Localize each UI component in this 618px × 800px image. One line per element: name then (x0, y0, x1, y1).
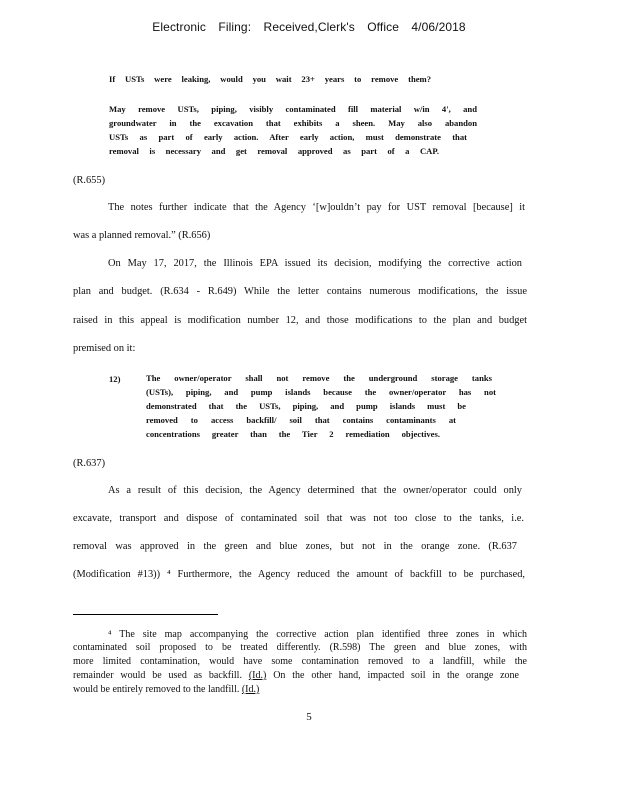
filing-header: Electronic Filing: Received,Clerk's Office 4/06/2018 (152, 20, 466, 34)
body-line: excavate, transport and dispose of contaminated soil that was not too close to the tanks, i.e. (73, 513, 524, 524)
body-line: was a planned removal.” (R.656) (73, 230, 211, 241)
record-citation: (R.655) (73, 175, 106, 186)
id-citation: (Id.) (241, 684, 260, 695)
footnote-line: ⁴ The site map accompanying the corrective action plan identified three zones in which (108, 629, 527, 640)
footnote-divider (73, 614, 218, 615)
page-number: 5 (306, 711, 312, 723)
body-line: plan and budget. (R.634 - R.649) While the letter contains numerous modifications, the issue (73, 286, 527, 297)
body-line: (Modification #13)) ⁴ Furthermore, the Agency reduced the amount of backfill to be purchased, (73, 569, 525, 580)
quote-line: May remove USTs, piping, visibly contaminated fill material w/in 4', and (109, 104, 477, 114)
quote-line: USTs as part of early action. After early action, must demonstrate that (109, 132, 467, 142)
footnote-line: more limited contamination, would have some contamination removed to a landfill, while the (73, 656, 527, 667)
footnote-line: contaminated soil proposed to be treated differently. (R.598) The green and blue zones, with (73, 642, 527, 653)
body-line: On May 17, 2017, the Illinois EPA issued its decision, modifying the corrective action (108, 258, 522, 269)
modification-number: 12) (109, 374, 121, 384)
body-line: premised on it: (73, 343, 136, 354)
body-line: raised in this appeal is modification number 12, and those modifications to the plan and budget (73, 315, 527, 326)
body-line: The notes further indicate that the Agency ‘[w]ouldn’t pay for UST removal [because] it (108, 202, 525, 213)
footnote-text: On the other hand, impacted soil in the orange zone (273, 670, 519, 681)
body-line: removal was approved in the green and blue zones, but not in the orange zone. (R.637 (73, 541, 517, 552)
quote-line: concentrations greater than the Tier 2 remediation objectives. (146, 429, 440, 439)
quote-line: (USTs), piping, and pump islands because the owner/operator has not (146, 387, 496, 397)
record-citation: (R.637) (73, 458, 106, 469)
quote-line: demonstrated that the USTs, piping, and pump islands must be (146, 401, 466, 411)
footnote-line (73, 685, 303, 695)
quote-line: groundwater in the excavation that exhibits a sheen. May also abandon (109, 118, 477, 128)
id-citation: (Id.) (248, 670, 267, 681)
body-line: As a result of this decision, the Agency determined that the owner/operator could only (108, 485, 522, 496)
footnote-line (73, 671, 519, 681)
quote-line: removal is necessary and get removal approved as part of a CAP. (109, 146, 439, 156)
quote-heading: If USTs were leaking, would you wait 23+ years to remove them? (109, 74, 431, 84)
footnote-text: remainder would be used as backfill. (73, 670, 242, 681)
quote-line: removed to access backfill/ soil that contains contaminants at (146, 415, 456, 425)
quote-line: The owner/operator shall not remove the underground storage tanks (146, 373, 492, 383)
footnote-text: would be entirely removed to the landfill. (73, 684, 240, 695)
